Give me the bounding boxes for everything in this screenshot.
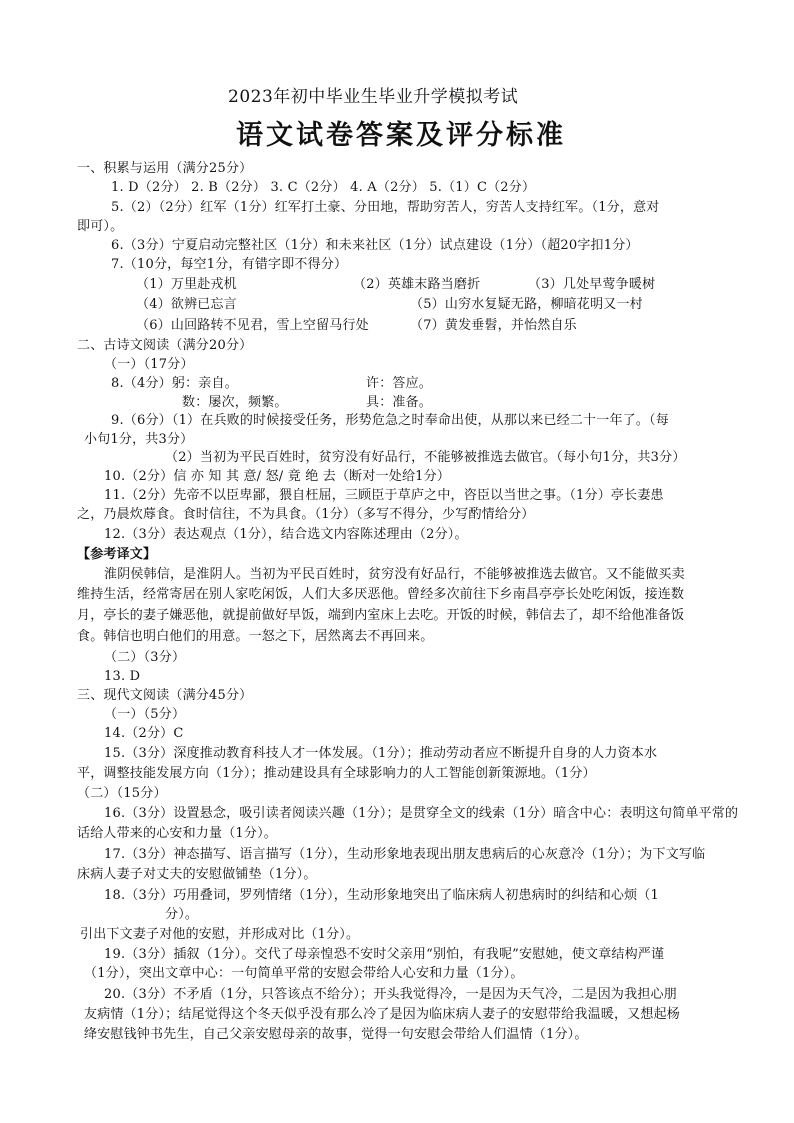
answer-line-18a: 18.（3分）巧用叠词，罗列情绪（1分），生动形象地突出了临床病人初患病时的纠结和心烦（1 (104, 888, 659, 903)
answer-line-13: 13. D (104, 669, 141, 684)
answer-line-5-2-cont: 即可）。 (77, 219, 124, 234)
translation-line-1: 淮阴侯韩信，是淮阴人。当初为平民百姓时，贫穷没有好品行，不能够被推选去做官。又不能做买卖 (104, 567, 685, 582)
answer-line-11b: 之，乃晨炊蓐食。食时信往，不为具食。（1分）（多写不得分，少写酌情给分） (77, 507, 535, 522)
subsection-heading-2a: （一）（17分） (104, 357, 194, 372)
answer-line-11a: 11.（2分）先帝不以臣卑鄙，猥自枉屈，三顾臣于草庐之中，咨臣以当世之事。（1分）亭长妻患 (104, 488, 664, 503)
answer-line-8a: 8.（4分）躬：亲自。 (111, 376, 238, 391)
answer-line-19b: （1分），突出文章中心：一句简单平常的安慰会带给人心安和力量（1分）。 (84, 966, 524, 981)
section-heading-3: 三、现代文阅读（满分45分） (77, 688, 253, 703)
answer-line-16b: 话给人带来的心安和力量（1分）。 (77, 826, 277, 841)
translation-line-2: 维持生活，经常寄居在别人家吃闲饭，人们大多厌恶他。曾经多次前往下乡南昌亭亭长处吃闲饭，接连数 (77, 587, 685, 602)
answer-line-14: 14.（2分）C (104, 726, 184, 741)
answer-line-8d: 具：准备。 (366, 395, 433, 410)
translation-line-4: 食。韩信也明白他们的用意。一怒之下，居然离去不再回来。 (77, 629, 434, 644)
poem-answer-3: （3）几处早莺争暖树 (528, 277, 656, 292)
answer-line-1-5: 1. D（2分） 2. B（2分） 3. C（2分） 4. A（2分） 5.（1）C（2分） (111, 180, 536, 195)
answer-line-17b: 床病人妻子对丈夫的安慰做铺垫（1分）。 (77, 867, 317, 882)
reference-translation-heading: 【参考译文】 (77, 547, 157, 562)
answer-line-7: 7.（10分，每空1分，有错字即不得分） (111, 257, 348, 272)
answer-line-12: 12.（3分）表达观点（1分），结合选文内容陈述理由（2分）。 (104, 527, 468, 542)
answer-line-9b: 小句1分，共3分） (84, 432, 194, 447)
answer-line-18b: 分）。 (165, 907, 199, 922)
answer-line-15b: 平，调整技能发展方向（1分）；推动建设具有全球影响力的人工智能创新策源地。（1分） (77, 766, 596, 781)
answer-line-10: 10.（2分）信 亦 知 其 意/ 怒/ 竟 绝 去（断对一处给1分） (104, 469, 451, 484)
subsection-heading-3b: （二）（15分） (77, 786, 167, 801)
answer-line-6: 6.（3分）宁夏启动完整社区（1分）和未来社区（1分）试点建设（1分）（超20字扣1分） (111, 238, 639, 253)
answer-line-9a: 9.（6分）（1）在兵败的时候接受任务，形势危急之时奉命出使，从那以来已经二十一年了。（每 (111, 413, 669, 428)
answer-line-16a: 16.（3分）设置悬念，吸引读者阅读兴趣（1分）；是贯穿全文的线索（1分）暗含中心：表明这句简单平常的 (104, 806, 739, 821)
poem-answer-4: （4）欲辨已忘言 (136, 297, 237, 312)
poem-answer-6: （6）山回路转不见君，雪上空留马行处 (136, 318, 369, 333)
poem-answer-5: （5）山穷水复疑无路，柳暗花明又一村 (410, 297, 643, 312)
answer-line-20c: 绛安慰钱钟书先生，自己父亲安慰母亲的故事，觉得一句安慰会带给人们温情（1分）。 (84, 1027, 588, 1042)
subsection-heading-3a: （一）（5分） (104, 707, 186, 722)
poem-answer-2: （2）英雄末路当磨折 (353, 277, 481, 292)
poem-answer-1: （1）万里赴戎机 (136, 277, 237, 292)
translation-line-3: 月，亭长的妻子嫌恶他，就提前做好早饭，端到内室床上去吃。开饭的时候，韩信去了，却不给他准备饭 (77, 608, 685, 623)
poem-answer-7: （7）黄发垂髫，并怡然自乐 (410, 318, 577, 333)
answer-line-18c: 引出下文妻子对他的安慰，并形成对比（1分）。 (80, 927, 360, 942)
answer-line-17a: 17.（3分）神态描写、语言描写（1分），生动形象地表现出朋友患病后的心灰意冷（1分）；为下文写临 (104, 847, 706, 862)
answer-line-9c: （2）当初为平民百姓时，贫穷没有好品行，不能够被推选去做官。（每小句1分，共3分） (165, 450, 686, 465)
answer-line-15a: 15.（3分）深度推动教育科技人才一体发展。（1分）；推动劳动者应不断提升自身的人力资本水 (104, 746, 658, 761)
answer-line-20b: 友病情（1分）；结尾觉得这个冬天似乎没有那么冷了是因为临床病人妻子的安慰带给我温暖，又想起杨 (84, 1007, 680, 1022)
subsection-heading-2b: （二）（3分） (104, 650, 186, 665)
answer-line-20a: 20.（3分）不矛盾（1分，只答该点不给分）；开头我觉得冷，一是因为天气冷，二是因为我担心朋 (104, 987, 677, 1002)
section-heading-2: 二、古诗文阅读（满分20分） (77, 338, 253, 353)
answer-line-8c: 数：屡次，频繁。 (182, 395, 288, 410)
section-heading-1: 一、积累与运用（满分25分） (77, 161, 253, 176)
answer-line-19a: 19.（3分）插叙（1分）。交代了母亲惶恐不安时父亲用“别怕，有我呢”安慰她，使文章结构严谨 (104, 947, 665, 962)
answer-line-5-2: 5.（2）（2分）红军（1分）红军打土豪、分田地，帮助穷苦人，穷苦人支持红军。（1分，意对 (111, 200, 660, 215)
document-title: 语文试卷答案及评分标准 (236, 120, 566, 151)
exam-subtitle: 2023年初中毕业生毕业升学模拟考试 (228, 87, 519, 107)
answer-line-8b: 许：答应。 (366, 376, 433, 391)
